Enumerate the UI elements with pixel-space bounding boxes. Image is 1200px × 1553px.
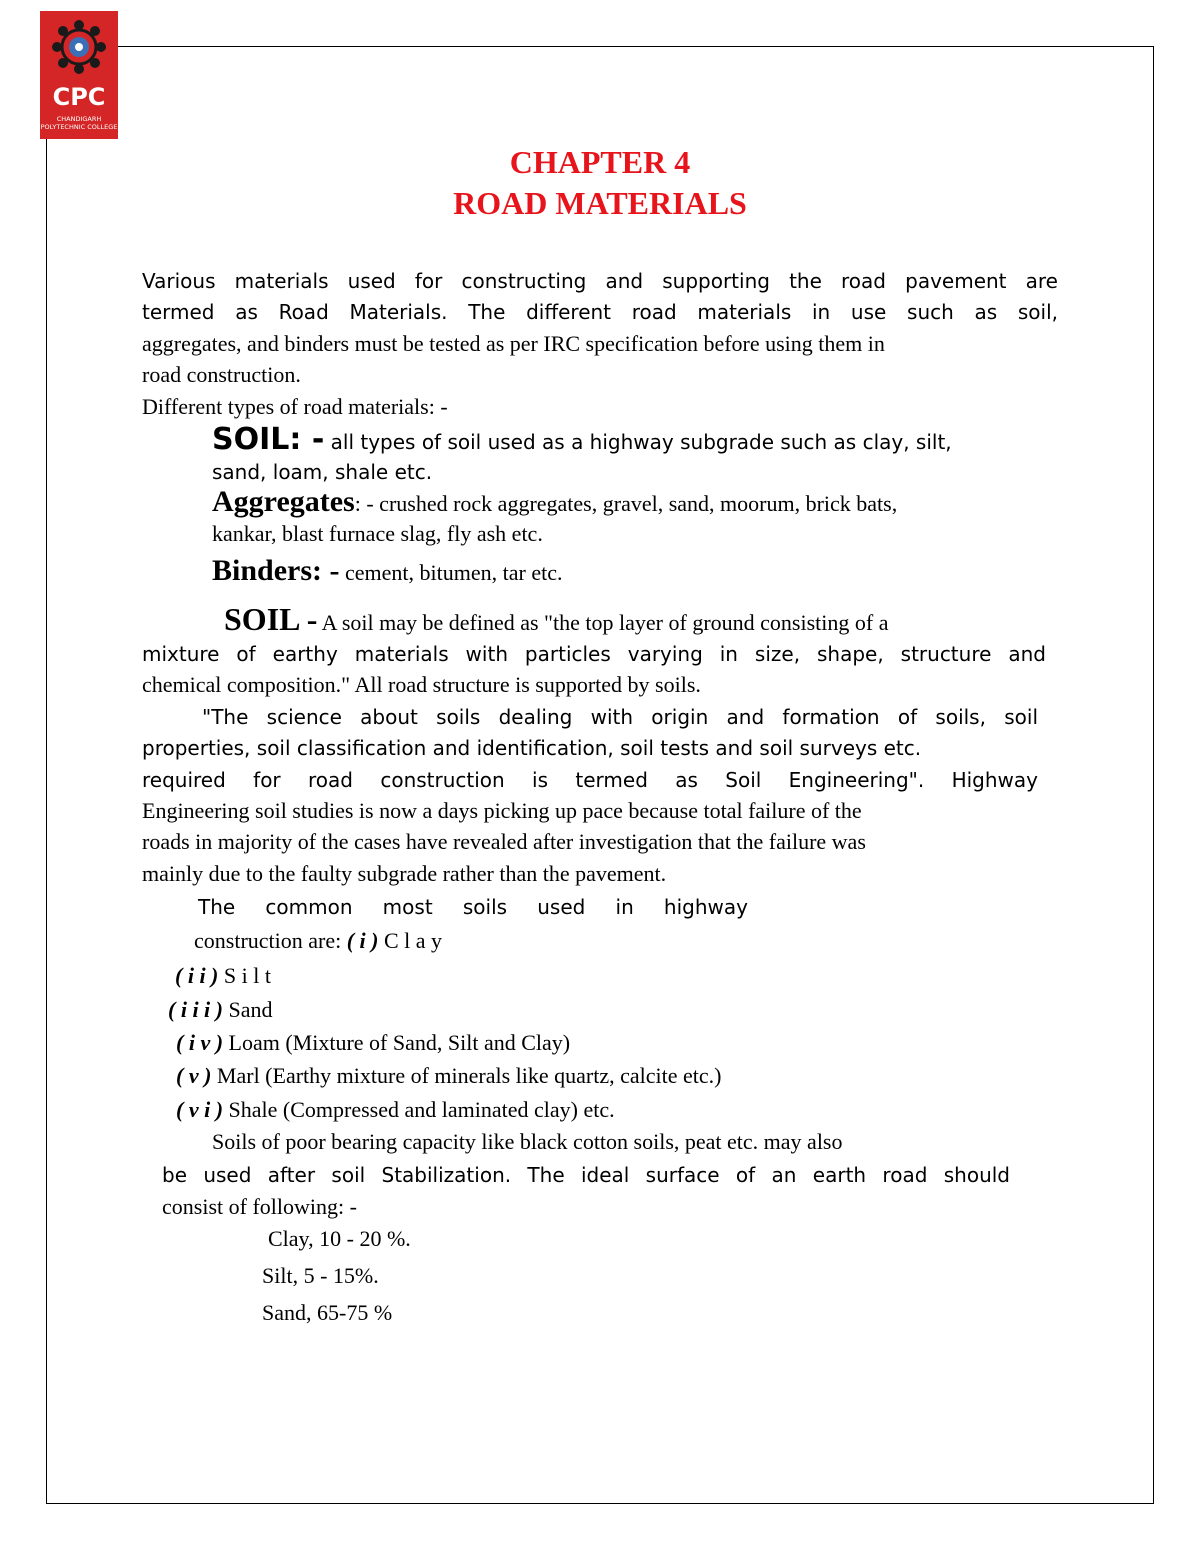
common-soils-item-4: ( i v ) Loam (Mixture of Sand, Silt and Clay) bbox=[176, 1030, 571, 1055]
composition-clay: Clay, 10 - 20 %. bbox=[268, 1226, 411, 1251]
intro-line-2: termed as Road Materials. The different road materials in use such as soil, bbox=[142, 300, 1058, 324]
type-soil: SOIL: - all types of soil used as a highway subgrade such as clay, silt, bbox=[212, 422, 952, 457]
aggregates-label: Aggregates bbox=[212, 485, 355, 518]
type-binders: Binders: - cement, bitumen, tar etc. bbox=[212, 554, 563, 587]
stabilization-line-2: be used after soil Stabilization. The ideal surface of an earth road should bbox=[162, 1163, 1010, 1187]
types-heading: Different types of road materials: - bbox=[142, 394, 448, 419]
composition-silt: Silt, 5 - 15%. bbox=[262, 1263, 379, 1288]
chapter-number: CHAPTER 4 bbox=[509, 144, 691, 180]
composition-sand: Sand, 65-75 % bbox=[262, 1300, 393, 1325]
soil-engineering-line-2: properties, soil classification and identification, soil tests and soil surveys etc. bbox=[142, 736, 922, 760]
stabilization-line-1: Soils of poor bearing capacity like black cotton soils, peat etc. may also bbox=[212, 1129, 843, 1154]
page-border-top bbox=[46, 46, 1154, 47]
chapter-title: ROAD MATERIALS bbox=[453, 185, 747, 221]
college-logo bbox=[40, 11, 118, 139]
type-soil-cont: sand, loam, shale etc. bbox=[212, 460, 433, 484]
soil-definition-line-1: SOIL - A soil may be defined as "the top layer of ground consisting of a bbox=[224, 601, 889, 637]
common-soils-item-3: ( i i i ) Sand bbox=[168, 997, 273, 1022]
intro-line-4: road construction. bbox=[142, 362, 301, 387]
soil-definition-line-2: mixture of earthy materials with particles varying in size, shape, structure and bbox=[142, 642, 1046, 666]
soil-label: SOIL: - bbox=[212, 422, 325, 457]
common-soils-item-1: construction are: ( i ) C l a y bbox=[194, 928, 443, 953]
intro-line-3: aggregates, and binders must be tested as per IRC specification before using them in bbox=[142, 331, 885, 356]
logo-text: CPC bbox=[52, 83, 106, 111]
stabilization-line-3: consist of following: - bbox=[162, 1194, 357, 1219]
binders-label: Binders: - bbox=[212, 554, 340, 587]
common-soils-intro: The common most soils used in highway bbox=[198, 895, 748, 919]
soil-engineering-line-1: "The science about soils dealing with origin and formation of soils, soil bbox=[202, 705, 1038, 729]
page-border-bottom bbox=[46, 1503, 1154, 1504]
type-aggregates: Aggregates: - crushed rock aggregates, gravel, sand, moorum, brick bats, bbox=[212, 485, 898, 518]
soil-engineering-line-3: required for road construction is termed as Soil Engineering". Highway bbox=[142, 768, 1038, 792]
page-border-right bbox=[1153, 46, 1154, 1504]
soil-definition-line-3: chemical composition." All road structure is supported by soils. bbox=[142, 672, 701, 697]
common-soils-item-5: ( v ) Marl (Earthy mixture of minerals like quartz, calcite etc.) bbox=[176, 1063, 722, 1088]
common-soils-item-2: ( i i ) S i l t bbox=[175, 963, 271, 988]
soil-section-label: SOIL - bbox=[224, 601, 318, 637]
type-aggregates-cont: kankar, blast furnace slag, fly ash etc. bbox=[212, 521, 543, 546]
emblem-icon bbox=[50, 17, 108, 79]
intro-line-1: Various materials used for constructing and supporting the road pavement are bbox=[142, 269, 1058, 293]
logo-subtitle: CHANDIGARH POLYTECHNIC COLLEGE bbox=[40, 115, 118, 131]
soil-engineering-line-4: Engineering soil studies is now a days picking up pace because total failure of the bbox=[142, 798, 862, 823]
page-border-left bbox=[46, 46, 47, 1504]
common-soils-item-6: ( v i ) Shale (Compressed and laminated clay) etc. bbox=[176, 1097, 615, 1122]
soil-engineering-line-6: mainly due to the faulty subgrade rather than the pavement. bbox=[142, 861, 667, 886]
soil-engineering-line-5: roads in majority of the cases have revealed after investigation that the failure was bbox=[142, 829, 866, 854]
